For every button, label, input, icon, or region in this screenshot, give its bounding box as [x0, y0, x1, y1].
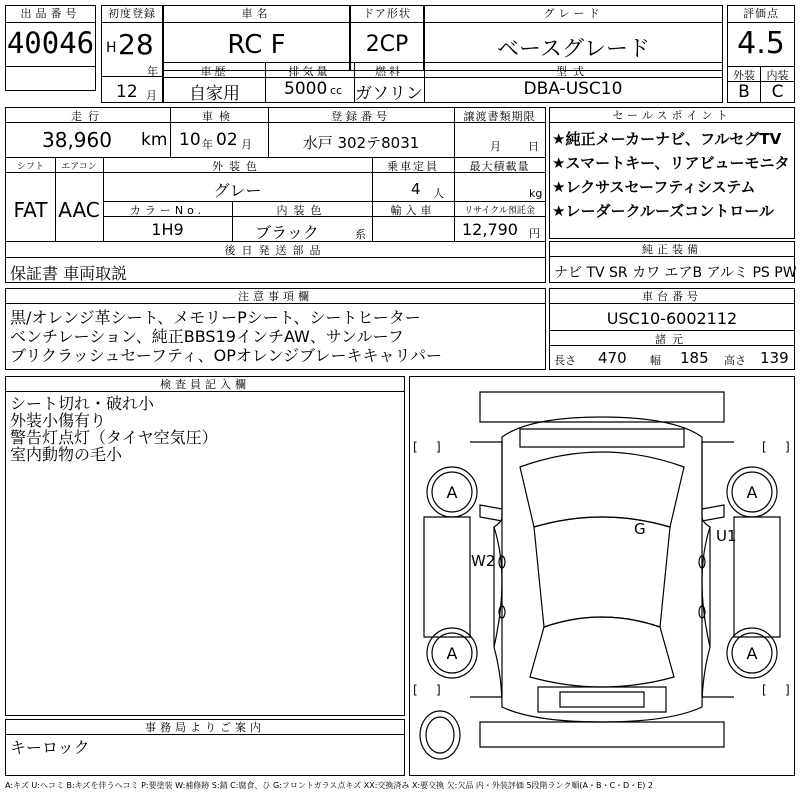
exterior-color: グレー — [213, 181, 262, 200]
score: 4.5 — [737, 26, 785, 61]
score-box — [727, 5, 795, 103]
shift: FAT — [13, 198, 48, 222]
svg-text:]: ] — [436, 440, 441, 454]
car-name-label: 車名 — [164, 6, 349, 23]
chassis-number: USC10-6002112 — [606, 309, 738, 328]
office-text: キーロック — [10, 739, 90, 756]
svg-text:]: ] — [436, 683, 441, 697]
int-grade: C — [771, 82, 784, 102]
chassis-label: 車台番号 — [550, 289, 794, 304]
equipment-items: ナビ TV SR カワ エアB アルミ PS PW — [554, 265, 797, 281]
max-load-label: 最大積載量 — [469, 160, 530, 173]
model: DBA-USC10 — [523, 79, 623, 99]
history: 自家用 — [189, 84, 240, 104]
exterior-color-label: 外装色 — [212, 160, 263, 173]
mileage-unit: km — [141, 130, 168, 150]
dims-label: 諸元 — [655, 333, 689, 346]
width: 185 — [680, 349, 709, 367]
plate-label: 登録番号 — [331, 110, 391, 123]
svg-text:[: [ — [762, 683, 767, 697]
tire-front-right-mark: A — [746, 483, 758, 502]
color-no-label: カラーNo. — [129, 204, 206, 217]
office-box — [5, 719, 405, 776]
svg-text:[: [ — [413, 440, 418, 454]
displacement-unit: cc — [330, 84, 343, 97]
plate-number: 水戸 302テ8031 — [302, 134, 420, 152]
lot-label: 出品番号 — [6, 6, 95, 23]
tire-rear-left-mark: A — [446, 644, 458, 663]
doc-month-unit: 月 — [490, 140, 501, 153]
car-diagram — [410, 377, 794, 775]
office-label: 事務局よりご案内 — [6, 720, 404, 735]
svg-text:]: ] — [785, 440, 790, 454]
air-conditioner: AAC — [58, 198, 100, 222]
recycle-label: リサイクル預託金 — [464, 206, 535, 216]
right-side-damage-mark: U1 — [716, 527, 737, 545]
door-label: ドア形状 — [351, 6, 423, 23]
year-unit: 年 — [147, 65, 158, 78]
sales-point-3: ★レクサスセーフティシステム — [552, 178, 756, 196]
sales-point-1: ★純正メーカーナビ、フルセグTV — [552, 130, 782, 148]
height-label: 高さ — [724, 354, 746, 367]
color-no: 1H9 — [151, 220, 184, 239]
sales-points-label: セールスポイント — [550, 108, 794, 123]
history-label: 車歴 — [200, 65, 229, 78]
displacement-label: 排気量 — [288, 65, 331, 78]
interior-color-unit: 系 — [355, 228, 366, 241]
interior-color: ブラック — [255, 223, 319, 242]
roof-damage-mark: G — [634, 520, 646, 538]
legend: A:キズ U:ヘコミ B:キズを伴うヘコミ P:要塗装 W:補修跡 S:錆 C:腐食、ひ G:フロントガラス点キズ XX:交換済み X:要交換 欠:欠品 内・外装評価 5段階ランク順(A・B・C・D・E) 2 — [5, 781, 654, 790]
later-parts: 保証書 車両取説 — [10, 264, 128, 283]
sales-point-4: ★レーダークルーズコントロール — [552, 202, 774, 220]
first-reg-year: 28 — [118, 28, 154, 61]
model-label: 型式 — [556, 65, 590, 78]
note-line-2: ベンチレーション、純正BBS19インチAW、サンルーフ — [10, 328, 404, 345]
height: 139 — [760, 349, 789, 367]
note-line-1: 黒/オレンジ革シート、メモリーPシート、シートヒーター — [10, 309, 421, 326]
doc-deadline-label: 譲渡書類期限 — [463, 110, 536, 123]
grade-label: グレード — [425, 6, 722, 23]
car-name: RC F — [227, 30, 286, 60]
inspector-line-3: 警告灯点灯（タイヤ空気圧） — [10, 429, 218, 446]
insp-month-unit: 月 — [241, 138, 252, 151]
ext-label: 外装 — [733, 69, 755, 82]
svg-text:[: [ — [413, 683, 418, 697]
fuel: ガソリン — [355, 84, 423, 104]
left-side-damage-mark: W2 — [471, 552, 496, 570]
recycle-unit: 円 — [529, 227, 540, 240]
door-type: 2CP — [365, 32, 409, 57]
later-parts-label: 後日発送部品 — [224, 244, 327, 257]
inspector-label: 検査員記入欄 — [6, 377, 404, 392]
displacement: 5000 — [284, 79, 328, 99]
inspector-line-1: シート切れ・破れ小 — [10, 395, 155, 412]
month-unit: 月 — [146, 89, 157, 102]
spec-row — [163, 62, 723, 103]
equipment-label: 純正装備 — [550, 242, 794, 257]
capacity: 4 — [411, 180, 421, 198]
chassis-box — [549, 288, 795, 370]
inspection-label: 車検 — [202, 110, 236, 123]
doc-day-unit: 日 — [528, 140, 539, 153]
tire-front-left-mark: A — [446, 483, 458, 502]
svg-text:]: ] — [785, 683, 790, 697]
sales-point-2: ★スマートキー、リアビューモニタ — [552, 154, 790, 172]
equipment-box — [549, 241, 795, 283]
lot-box — [5, 5, 96, 91]
interior-color-label: 内装色 — [276, 204, 328, 217]
width-label: 幅 — [650, 354, 661, 367]
first-reg-month: 12 — [116, 82, 138, 102]
score-label: 評価点 — [728, 6, 794, 23]
length-label: 長さ — [554, 354, 576, 367]
max-load-unit: kg — [529, 187, 543, 200]
first-reg-label: 初度登録 — [102, 6, 162, 23]
fuel-label: 燃料 — [375, 65, 403, 78]
mileage-label: 走行 — [71, 110, 105, 123]
insp-year-unit: 年 — [202, 138, 213, 151]
car-diagram-box — [409, 376, 795, 776]
notes-label: 注意事項欄 — [6, 289, 545, 304]
inspector-box — [5, 376, 405, 716]
tire-rear-right-mark: A — [746, 644, 758, 663]
inspector-line-4: 室内動物の毛小 — [10, 446, 123, 463]
shift-label: シフト — [16, 162, 44, 172]
first-reg-box — [101, 5, 163, 103]
notes-box — [5, 288, 546, 370]
recycle-fee: 12,790 — [462, 220, 518, 239]
grade: ベースグレード — [497, 37, 650, 62]
sales-points-box — [549, 107, 795, 239]
mileage: 38,960 — [42, 128, 112, 152]
svg-text:[: [ — [762, 440, 767, 454]
inspector-line-2: 外装小傷有り — [10, 412, 107, 429]
insp-month: 02 — [216, 130, 238, 150]
int-label: 内装 — [766, 69, 789, 82]
import-label: 輸入車 — [390, 204, 436, 217]
lot-number: 40046 — [6, 26, 95, 60]
era: H — [106, 40, 117, 56]
ac-label: エアコン — [61, 162, 97, 172]
insp-year: 10 — [179, 130, 201, 150]
length: 470 — [598, 349, 627, 367]
vehicle-info-box — [5, 107, 546, 283]
note-line-3: ブリクラッシュセーフティ、OPオレンジブレーキキャリパー — [10, 347, 443, 364]
capacity-label: 乗車定員 — [387, 160, 439, 173]
capacity-unit: 人 — [433, 187, 444, 200]
ext-grade: B — [738, 82, 750, 102]
